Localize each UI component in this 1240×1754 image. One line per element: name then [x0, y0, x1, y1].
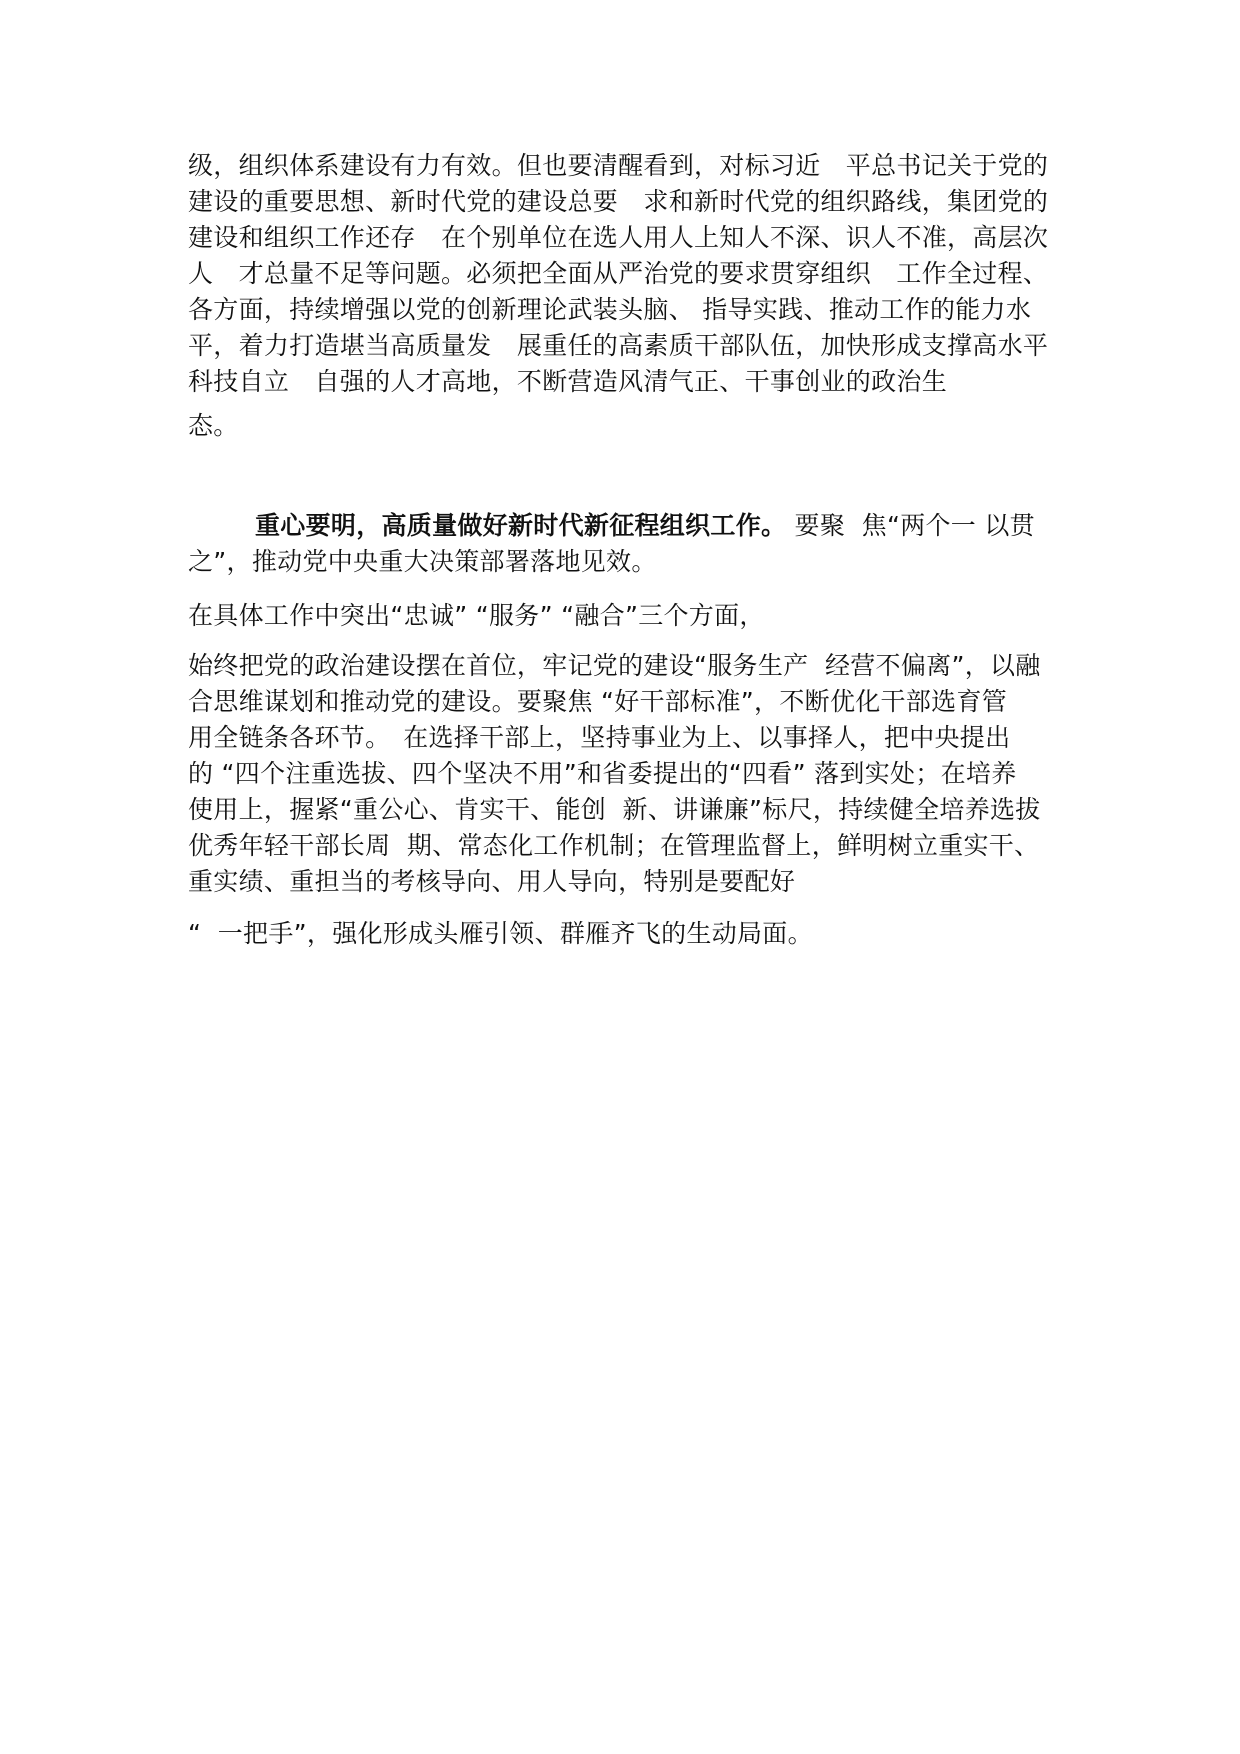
paragraph-1-line-6: 平，着力打造堪当高质量发 展重任的高素质干部队伍，加快形成支撑高水平 [188, 331, 1049, 360]
paragraph-1-line-5: 各方面，持续增强以党的创新理论武装头脑、 指导实践、推动工作的能力水 [188, 295, 1032, 324]
paragraph-1-line-3: 建设和组织工作还存 在个别单位在选人用人上知人不深、识人不准，高层次 [188, 223, 1049, 252]
paragraph-4-line-8: “ 一把手”，强化形成头雁引领、群雁齐飞的生动局面。 [188, 919, 813, 948]
paragraph-4-line-2: 合思维谋划和推动党的建设。要聚焦 “好干部标准”，不断优化干部选育管 [188, 687, 1008, 716]
paragraph-1-line-7: 科技自立 自强的人才高地，不断营造风清气正、干事创业的政治生 [188, 367, 948, 396]
paragraph-4-line-6: 优秀年轻干部长周 期、常态化工作机制；在管理监督上，鲜明树立重实干、 [188, 831, 1040, 860]
paragraph-1-line-2: 建设的重要思想、新时代党的建设总要 求和新时代党的组织路线，集团党的 [188, 187, 1049, 216]
paragraph-1-line-1: 级，组织体系建设有力有效。但也要清醒看到，对标习近 平总书记关于党的 [188, 151, 1049, 180]
paragraph-4-line-5: 使用上，握紧“重公心、肯实干、能创 新、讲谦廉”标尺，持续健全培养选拔 [188, 795, 1041, 824]
paragraph-4-line-1: 始终把党的政治建设摆在首位，牢记党的建设“服务生产 经营不偏离”，以融 [188, 651, 1041, 680]
section-heading: 重心要明，高质量做好新时代新征程组织工作。 [255, 511, 787, 540]
paragraph-4-line-7: 重实绩、重担当的考核导向、用人导向，特别是要配好 [188, 867, 796, 896]
paragraph-2-line-2: 之”，推动党中央重大决策部署落地见效。 [188, 547, 657, 576]
paragraph-4-line-4: 的 “四个注重选拔、四个坚决不用”和省委提出的“四看” 落到实处；在培养 [188, 759, 1017, 788]
paragraph-1-line-8: 态。 [188, 411, 239, 440]
paragraph-2-line-1 [255, 510, 1035, 542]
paragraph-4-line-3: 用全链条各环节。 在选择干部上，坚持事业为上、以事择人，把中央提出 [188, 723, 1011, 752]
paragraph-1-line-4: 人 才总量不足等问题。必须把全面从严治党的要求贯穿组织 工作全过程、 [188, 259, 1049, 288]
paragraph-2-line-1-rest: 要聚 焦“两个一 以贯 [786, 511, 1035, 540]
paragraph-3-line-1: 在具体工作中突出“忠诚” “服务” “融合”三个方面， [188, 601, 765, 630]
